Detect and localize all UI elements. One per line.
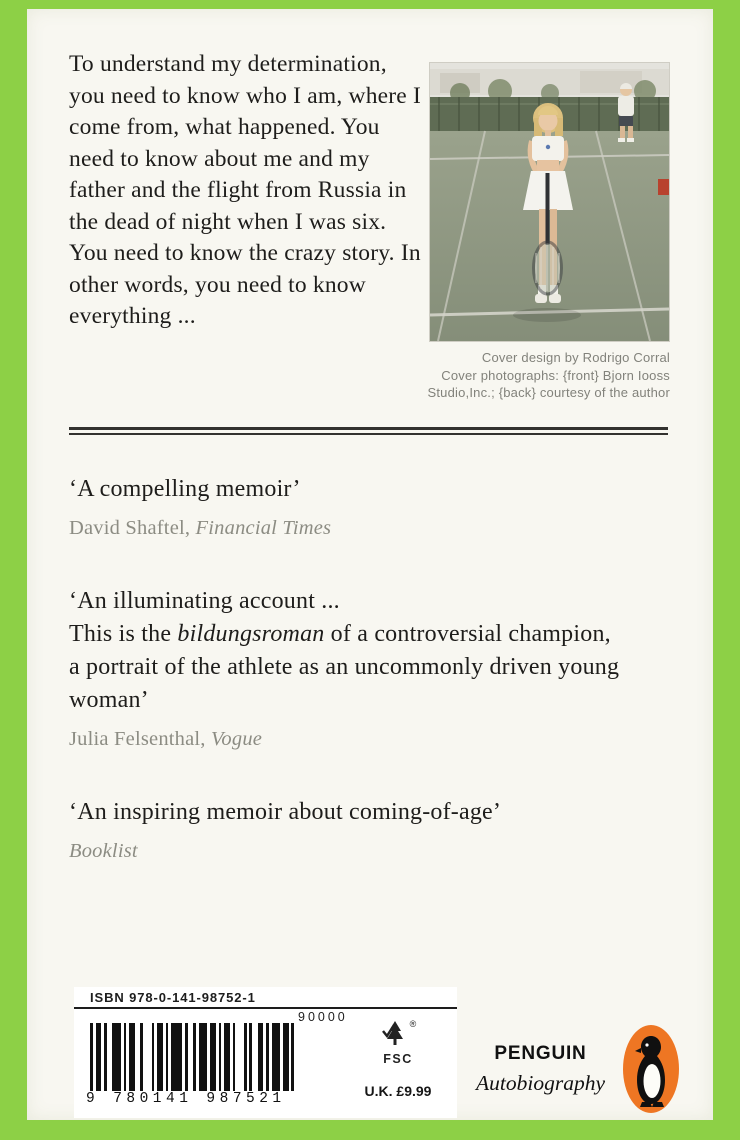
- quote-text: ‘An inspiring memoir about coming-of-age’: [69, 799, 502, 825]
- barcode-digits: [86, 1091, 286, 1107]
- review-quotes: [69, 473, 621, 908]
- quote-attribution: [69, 837, 621, 866]
- tennis-court-photo-illustration: [430, 63, 669, 341]
- price-label: U.K. £9.99: [364, 1083, 432, 1099]
- isbn-divider: [74, 1007, 457, 1009]
- isbn-label: ISBN 978-0-141-98752-1: [90, 990, 256, 1005]
- fsc-mark: [346, 1019, 450, 1066]
- quote-text: ‘A compelling memoir’: [69, 476, 301, 502]
- author-childhood-photo: [430, 63, 669, 341]
- credit-line: Cover design by Rodrigo Corral: [481, 350, 670, 365]
- barcode-panel: [74, 987, 457, 1118]
- quote-text: [69, 585, 621, 717]
- barcode-digit-group: 987521: [206, 1091, 286, 1107]
- cover-surface: [27, 9, 713, 1120]
- barcode-digit-lead: 9: [86, 1091, 100, 1107]
- quote-attribution: [69, 514, 621, 543]
- publisher-brand: [476, 1021, 680, 1117]
- series-name: Autobiography: [476, 1070, 605, 1095]
- barcode-digit-group: 780141: [113, 1091, 193, 1107]
- penguin-logo: [622, 1024, 680, 1114]
- divider-double-rule: [69, 427, 668, 435]
- barcode-bars: [90, 1023, 302, 1091]
- review-source: Financial Times: [195, 517, 332, 539]
- publisher-brand-text: [476, 1043, 605, 1096]
- credit-line: Cover photographs: {front} Bjorn Iooss: [441, 367, 670, 383]
- quote-segment: of a controversial champion, a portrait of the athlete as an uncommonly driven young woman’: [69, 621, 620, 713]
- review-source: Vogue: [210, 728, 263, 750]
- blurb-text: To understand my determination, you need to know who I am, where I come from, what happened. You need to know about me and my father and the flight from Russia in the dead of night when I was six. You need to know the crazy story. In other words, you need to know everything ...: [69, 51, 422, 329]
- fsc-tree-icon: [380, 1019, 410, 1046]
- credit-line: Studio,Inc.; {back} courtesy of the author: [427, 385, 670, 400]
- registered-mark: ®: [409, 1019, 417, 1029]
- barcode-addon-code: 90000: [298, 1010, 348, 1024]
- photo-credit: [427, 349, 670, 402]
- quote-italic-word: bildungsroman: [177, 621, 325, 647]
- publisher-name: PENGUIN: [494, 1042, 587, 1064]
- rule-thin: [69, 433, 668, 435]
- reviewer-name: Julia Felsenthal,: [69, 728, 211, 750]
- fsc-label: FSC: [383, 1052, 413, 1066]
- review-source: Booklist: [69, 840, 138, 862]
- quote-segment: ‘An illuminating account ... This is the: [69, 588, 340, 647]
- reviewer-name: David Shaftel,: [69, 517, 196, 539]
- rule-thick: [69, 427, 668, 430]
- quote-attribution: [69, 725, 621, 754]
